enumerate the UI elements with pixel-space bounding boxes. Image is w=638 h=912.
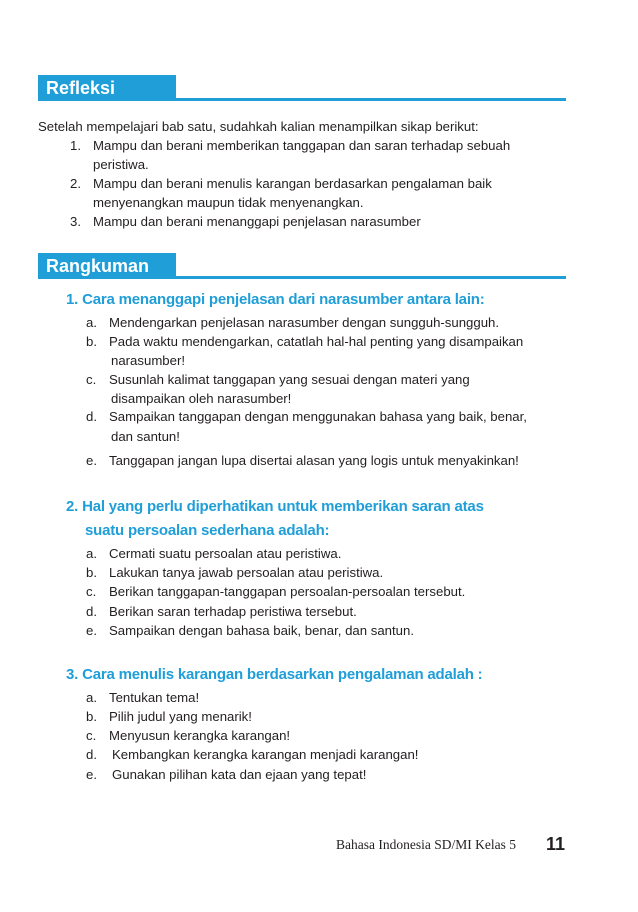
list-letter: d. [86,604,97,619]
list-letter: a. [86,315,97,330]
page-number: 11 [546,834,566,854]
list-item: Kembangkan kerangka karangan menjadi karangan! [112,747,419,762]
list-item-continued: menyenangkan maupun tidak menyenangkan. [93,195,364,210]
footer-book-title: Bahasa Indonesia SD/MI Kelas 5 [336,837,516,852]
section-header-rangkuman [38,253,566,279]
summary-heading: 1. Cara menanggapi penjelasan dari narasumber antara lain: [66,291,485,308]
list-letter: c. [86,372,97,387]
list-letter: c. [86,584,97,599]
section-title: Refleksi [38,75,176,101]
list-item: Menyusun kerangka karangan! [109,728,291,743]
list-item: Mendengarkan penjelasan narasumber dengan sungguh-sungguh. [109,315,500,330]
list-item: Mampu dan berani menulis karangan berdasarkan pengalaman baik [93,176,492,191]
list-item: Berikan saran terhadap peristiwa tersebut. [109,604,357,619]
list-number: 1. [70,138,81,153]
list-item: Sampaikan dengan bahasa baik, benar, dan santun. [109,623,415,638]
list-letter: a. [86,690,97,705]
list-item: Mampu dan berani menanggapi penjelasan narasumber [93,214,421,229]
list-letter: b. [86,565,97,580]
summary-heading-continued: suatu persoalan sederhana adalah: [85,522,330,539]
section-title: Rangkuman [38,253,176,279]
summary-heading: 2. Hal yang perlu diperhatikan untuk memberikan saran atas [66,498,484,515]
list-item-continued: dan santun! [111,429,180,444]
list-item: Tentukan tema! [109,690,200,705]
list-letter: e. [86,767,97,782]
list-letter: b. [86,334,97,349]
list-item: Tanggapan jangan lupa disertai alasan yang logis untuk menyakinkan! [109,453,519,468]
list-letter: e. [86,453,97,468]
list-item: Pilih judul yang menarik! [109,709,252,724]
section-divider [38,276,566,279]
list-item: Lakukan tanya jawab persoalan atau peristiwa. [109,565,384,580]
list-item: Berikan tanggapan-tanggapan persoalan-persoalan tersebut. [109,584,466,599]
list-letter: a. [86,546,97,561]
section-divider [38,98,566,101]
list-item-continued: peristiwa. [93,157,149,172]
list-item: Susunlah kalimat tanggapan yang sesuai dengan materi yang [109,372,470,387]
list-letter: d. [86,747,97,762]
refleksi-intro: Setelah mempelajari bab satu, sudahkah kalian menampilkan sikap berikut: [38,119,479,134]
list-letter: e. [86,623,97,638]
list-number: 2. [70,176,81,191]
list-item: Sampaikan tanggapan dengan menggunakan bahasa yang baik, benar, [109,409,527,424]
list-item: Mampu dan berani memberikan tanggapan dan saran terhadap sebuah [93,138,511,153]
list-letter: c. [86,728,97,743]
list-letter: d. [86,409,97,424]
list-item-continued: disampaikan oleh narasumber! [111,391,292,406]
section-header-refleksi [38,75,566,101]
list-item: Gunakan pilihan kata dan ejaan yang tepat! [112,767,367,782]
list-letter: b. [86,709,97,724]
summary-heading: 3. Cara menulis karangan berdasarkan pengalaman adalah : [66,666,483,683]
list-number: 3. [70,214,81,229]
list-item: Cermati suatu persoalan atau peristiwa. [109,546,342,561]
list-item-continued: narasumber! [111,353,186,368]
list-item: Pada waktu mendengarkan, catatlah hal-hal penting yang disampaikan [109,334,524,349]
